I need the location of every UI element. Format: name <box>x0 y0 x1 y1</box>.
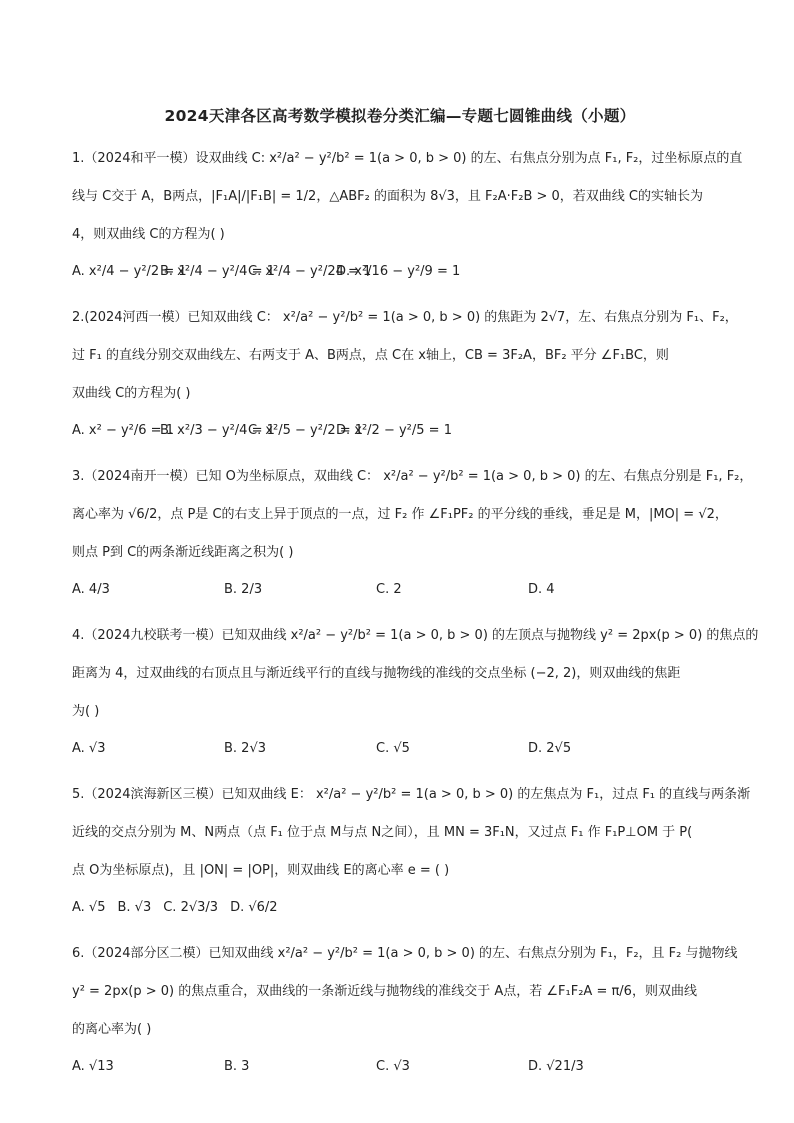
answer-option[interactable]: C. x²/5 − y²/2 = 1 <box>248 423 364 438</box>
answer-options <box>72 413 728 449</box>
answer-option[interactable]: B. 2/3 <box>224 582 263 597</box>
answer-option[interactable]: C. √3 <box>376 1059 410 1074</box>
problem <box>72 935 738 1085</box>
problem-text-line: 1.（2024和平一模）设双曲线 C: x²/a² − y²/b² = 1(a > 0, b > 0) 的左、右焦点分别为点 F₁, F₂，过坐标原点的直 <box>72 151 743 166</box>
problem-text-line: 4.（2024九校联考一模）已知双曲线 x²/a² − y²/b² = 1(a > 0, b > 0) 的左顶点与抛物线 y² = 2px(p > 0) 的焦点的 <box>72 628 759 643</box>
answer-option[interactable]: D. 4 <box>528 582 555 597</box>
answer-option[interactable]: D. √21/3 <box>528 1059 584 1074</box>
answer-option[interactable]: D. x²/2 − y²/5 = 1 <box>336 423 452 438</box>
problem <box>72 776 751 926</box>
answer-options <box>72 1049 728 1085</box>
problem-list <box>72 140 759 1085</box>
problem-text-line: 的离心率为( ) <box>72 1022 152 1037</box>
problem-text-line: 为( ) <box>72 704 100 719</box>
problem <box>72 299 738 449</box>
answer-options <box>72 572 728 608</box>
problem-text-line: 双曲线 C的方程为( ) <box>72 386 191 401</box>
answer-option[interactable]: B. x²/3 − y²/4 = 1 <box>160 423 275 438</box>
problem-text-line: 则点 P到 C的两条渐近线距离之积为( ) <box>72 545 294 560</box>
problem <box>72 140 743 290</box>
answer-option[interactable]: A. x²/4 − y²/2 = 1 <box>72 264 187 279</box>
answer-option[interactable]: D. √6/2 <box>230 900 278 915</box>
problem-text-line: 近线的交点分别为 M、N两点（点 F₁ 位于点 M与点 N之间），且 MN = 3F₁N，又过点 F₁ 作 F₁P⊥OM 于 P( <box>72 825 693 840</box>
answer-option[interactable]: B. √3 <box>117 900 152 915</box>
answer-option[interactable]: A. √3 <box>72 741 106 756</box>
problem-text-line: 5.（2024滨海新区三模）已知双曲线 E： x²/a² − y²/b² = 1(a > 0, b > 0) 的左焦点为 F₁，过点 F₁ 的直线与两条渐 <box>72 787 751 802</box>
problem-text-line: 2.(2024河西一模）已知双曲线 C： x²/a² − y²/b² = 1(a > 0, b > 0) 的焦距为 2√7，左、右焦点分别为 F₁、F₂， <box>72 310 738 325</box>
problem-text-line: 6.（2024部分区二模）已知双曲线 x²/a² − y²/b² = 1(a > 0, b > 0) 的左、右焦点分别为 F₁，F₂，且 F₂ 与抛物线 <box>72 946 738 961</box>
answer-option[interactable]: B. 3 <box>224 1059 250 1074</box>
problem-text-line: 4，则双曲线 C的方程为( ) <box>72 227 225 242</box>
answer-option[interactable]: C. 2 <box>376 582 402 597</box>
answer-option[interactable]: A. √5 <box>72 900 106 915</box>
answer-options <box>72 890 728 926</box>
answer-options <box>72 254 728 290</box>
answer-option[interactable]: B. 2√3 <box>224 741 267 756</box>
answer-options <box>72 731 728 767</box>
problem-text-line: 3.（2024南开一模）已知 O为坐标原点，双曲线 C： x²/a² − y²/b² = 1(a > 0, b > 0) 的左、右焦点分别是 F₁, F₂， <box>72 469 753 484</box>
problem-text-line: 离心率为 √6/2，点 P是 C的右支上异于顶点的一点，过 F₂ 作 ∠F₁PF₂ 的平分线的垂线，垂足是 M，|MO| = √2， <box>72 507 728 522</box>
document-title: 2024天津各区高考数学模拟卷分类汇编—专题七圆锥曲线（小题） <box>164 107 636 125</box>
answer-option[interactable]: A. √13 <box>72 1059 114 1074</box>
problem <box>72 458 753 608</box>
problem-text-line: 距离为 4，过双曲线的右顶点且与渐近线平行的直线与抛物线的准线的交点坐标 (−2, 2)，则双曲线的焦距 <box>72 666 681 681</box>
problem-text-line: y² = 2px(p > 0) 的焦点重合，双曲线的一条渐近线与抛物线的准线交于 A点，若 ∠F₁F₂A = π/6，则双曲线 <box>72 984 697 999</box>
answer-option[interactable]: A. x² − y²/6 = 1 <box>72 423 174 438</box>
problem-text-line: 过 F₁ 的直线分别交双曲线左、右两支于 A、B两点，点 C在 x轴上，CB = 3F₂A，BF₂ 平分 ∠F₁BC，则 <box>72 348 669 363</box>
problem-text-line: 线与 C交于 A，B两点，|F₁A|/|F₁B| = 1/2，△ABF₂ 的面积为 8√3，且 F₂A·F₂B > 0，若双曲线 C的实轴长为 <box>72 189 704 204</box>
problem <box>72 617 759 767</box>
answer-option[interactable]: C. 2√3/3 <box>163 900 219 915</box>
answer-option[interactable]: C. √5 <box>376 741 410 756</box>
problem-text-line: 点 O为坐标原点)，且 |ON| = |OP|，则双曲线 E的离心率 e = ( ) <box>72 863 450 878</box>
answer-option[interactable]: A. 4/3 <box>72 582 110 597</box>
answer-option[interactable]: D. 2√5 <box>528 741 572 756</box>
answer-option[interactable]: D. x²/16 − y²/9 = 1 <box>336 264 461 279</box>
answer-option[interactable]: B. x²/4 − y²/4 = 1 <box>160 264 275 279</box>
answer-option[interactable]: C. x²/4 − y²/24 = 1 <box>248 264 372 279</box>
